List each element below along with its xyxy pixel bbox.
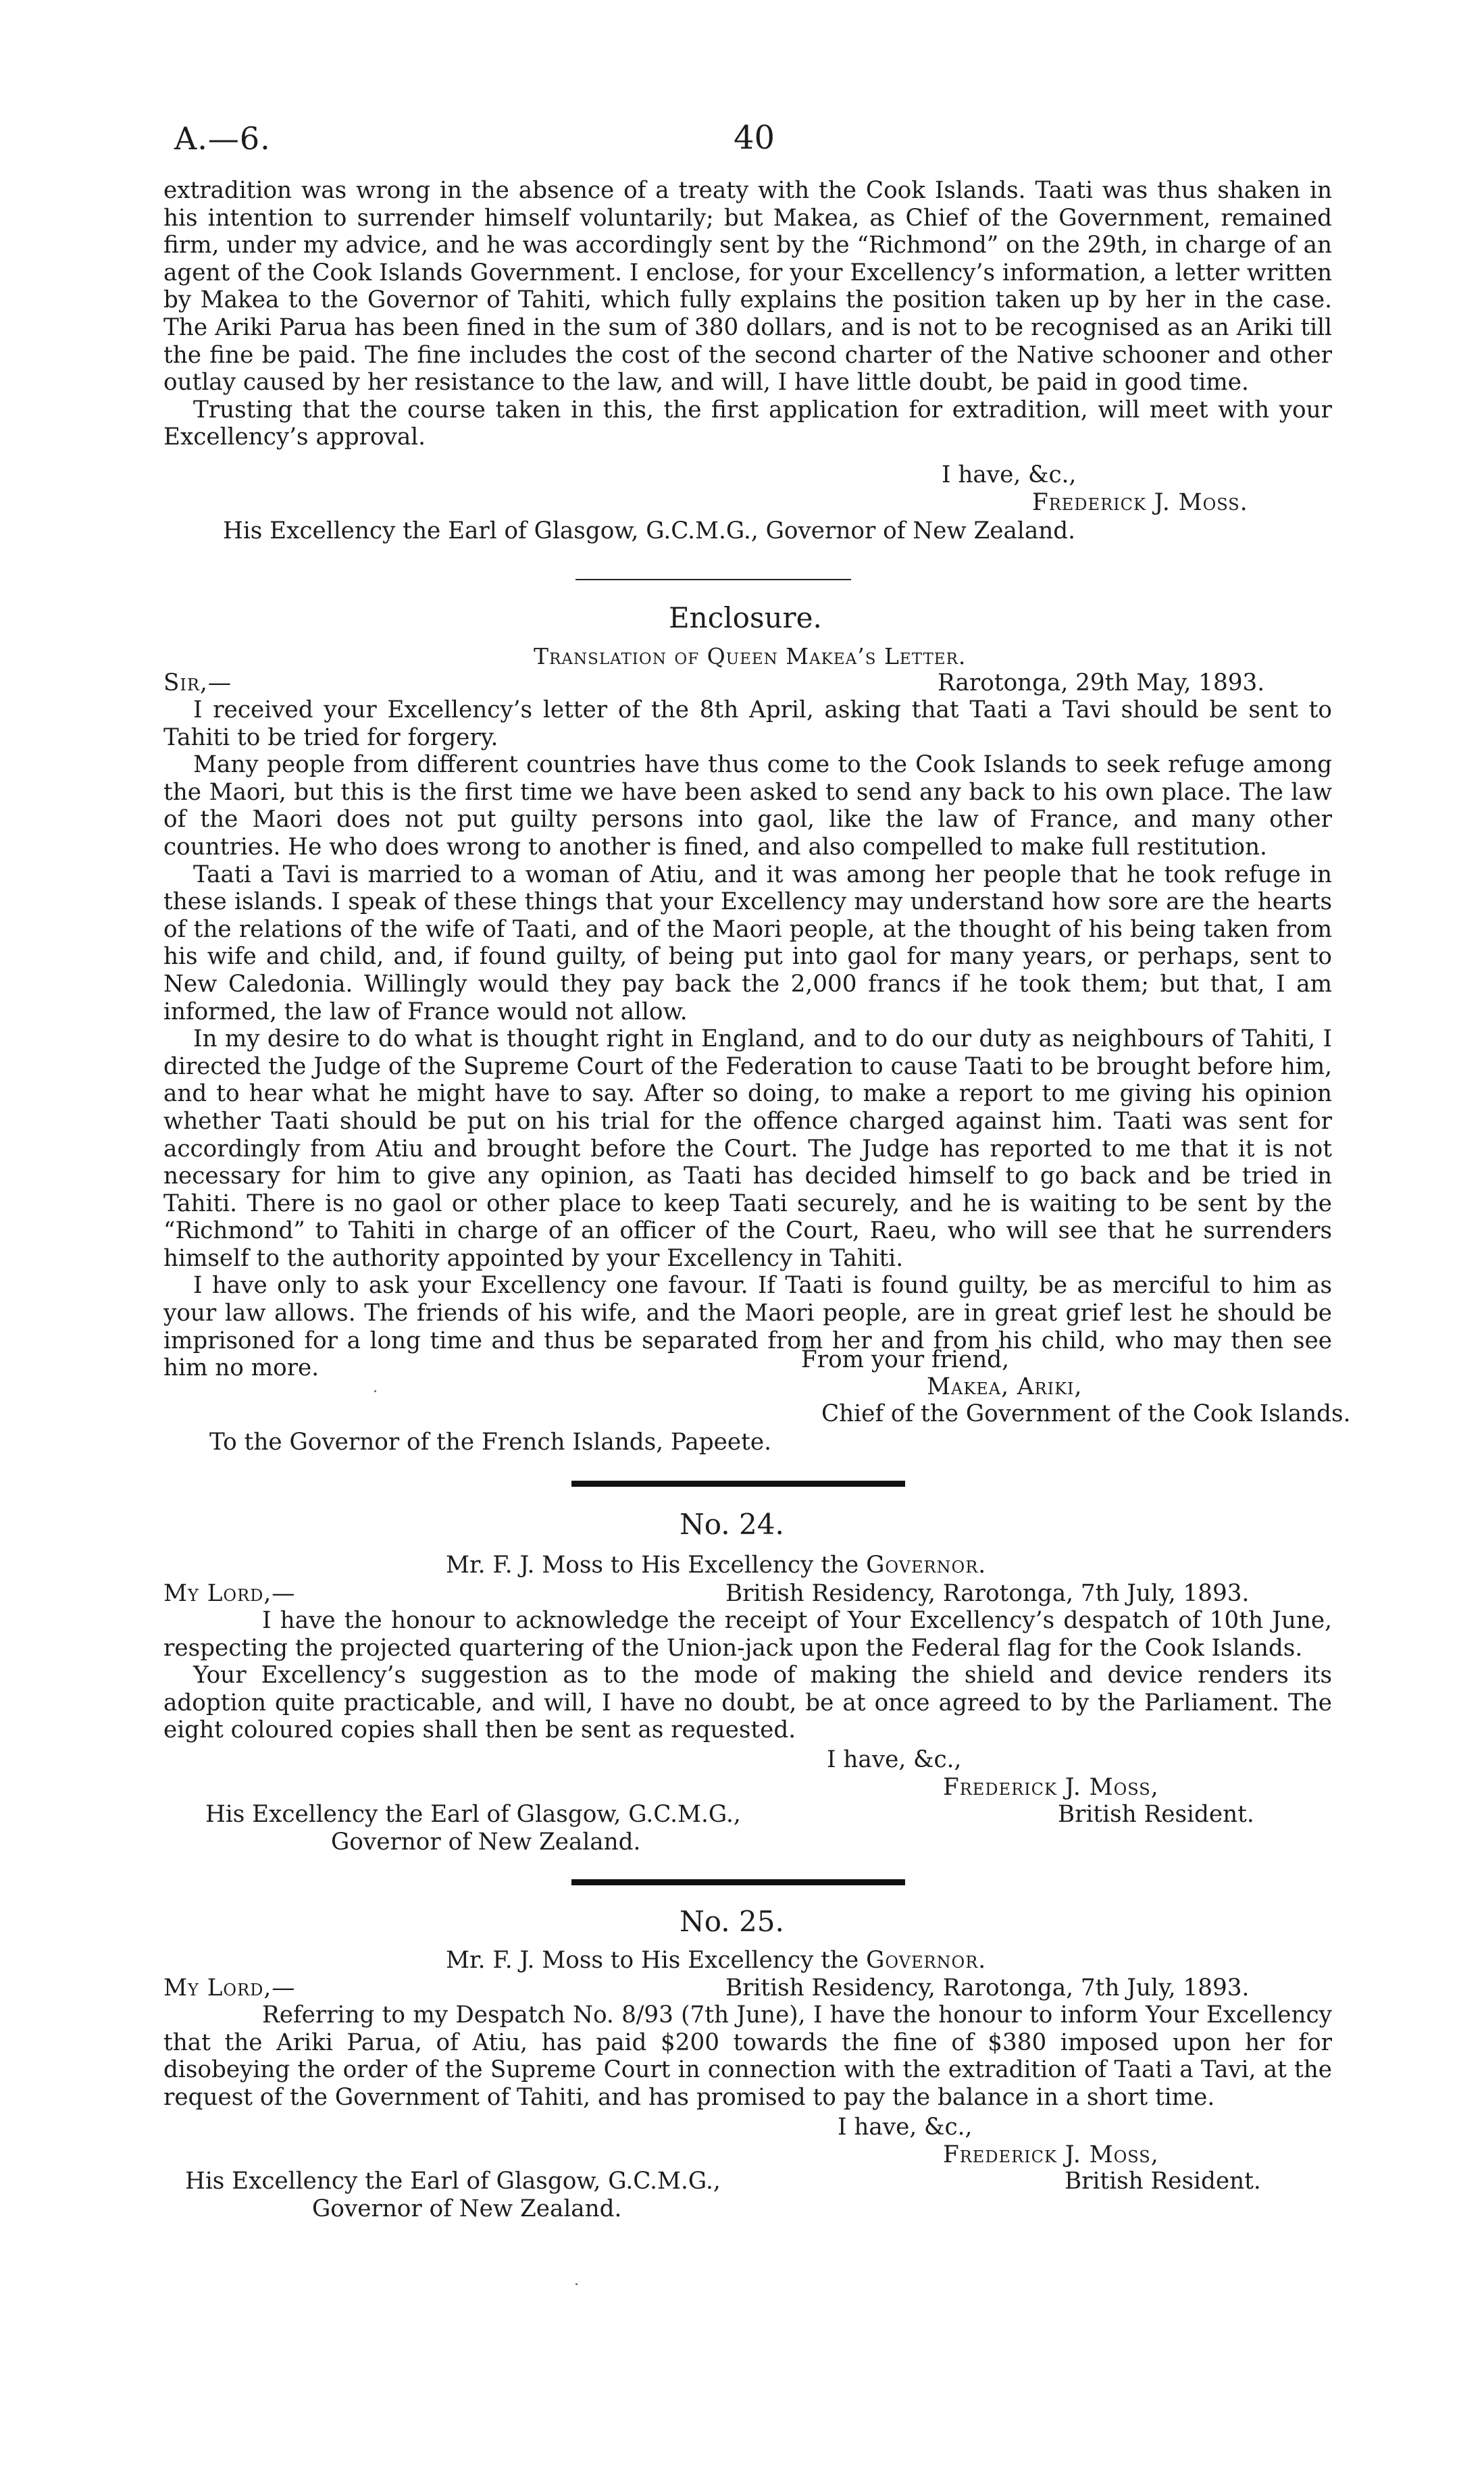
no25-subtitle-text: Mr. F. J. Moss to His Excellency the	[446, 1947, 867, 1974]
no24-paragraph: Your Excellency’s suggestion as to the mode of making the shield and device renders its adoption quite practicable, and will, I have no doubt, be at once agreed to by the Parliament. The eight coloured copies shall then be sent as requested.	[163, 1662, 1332, 1744]
enclosure-paragraph: I have only to ask your Excellency one favour. If Taati is found guilty, be as merciful to him as your law allows. The friends of his wife, and the Maori people, are in great grief lest he should be imprisoned for a long time and thus be separated from her and from his child, who may then see him no more.	[163, 1272, 1332, 1382]
enclosure-subtitle: Translation of Queen Makea’s Letter.	[534, 643, 967, 669]
divider-rule	[575, 579, 851, 580]
no25-subtitle	[446, 1947, 986, 1974]
no25-body	[163, 2002, 1332, 2111]
intro-text	[163, 177, 1332, 451]
no25-paragraph: Referring to my Despatch No. 8/93 (7th June), I have the honour to inform Your Excellency that the Ariki Parua, of Atiu, has paid $200 towards the fine of $380 imposed upon her for disobeying the order of the Supreme Court in connection with the extradition of Taati a Tavi, at the request of the Government of Tahiti, and has promised to pay the balance in a short time.	[163, 2002, 1332, 2111]
enclosure-signature-title: Chief of the Government of the Cook Islands.	[821, 1400, 1351, 1427]
no25-signature-title: British Resident.	[1065, 2168, 1261, 2195]
no24-heading: No. 24.	[680, 1508, 784, 1541]
no25-closing: I have, &c.,	[838, 2114, 973, 2141]
no24-signature: Frederick J. Moss,	[943, 1774, 1159, 1801]
intro-closing: I have, &c.,	[942, 461, 1077, 488]
intro-paragraph-2: Trusting that the course taken in this, the first application for extradition, will meet with your Excellency’s approval.	[163, 396, 1332, 451]
stray-mark	[575, 2283, 578, 2285]
enclosure-place-date: Rarotonga, 29th May, 1893.	[938, 669, 1265, 696]
no25-heading: No. 25.	[680, 1905, 784, 1938]
enclosure-signature: Makea, Ariki,	[927, 1373, 1083, 1400]
enclosure-paragraph: I received your Excellency’s letter of the 8th April, asking that Taati a Tavi should be sent to Tahiti to be tried for forgery.	[163, 696, 1332, 751]
no24-addressee-2: Governor of New Zealand.	[331, 1829, 641, 1856]
enclosure-body	[163, 696, 1332, 1382]
intro-paragraph-1: extradition was wrong in the absence of a treaty with the Cook Islands. Taati was thus shaken in his intention to surrender himself voluntarily; but Makea, as Chief of the Government, remained firm, under my advice, and he was accordingly sent by the “Richmond” on the 29th, in charge of an agent of the Cook Islands Government. I enclose, for your Excellency’s information, a letter written by Makea to the Governor of Tahiti, which fully explains the position taken up by her in the case. The Ariki Parua has been fined in the sum of 380 dollars, and is not to be recognised as an Ariki till the fine be paid. The fine includes the cost of the second charter of the Native schooner and other outlay caused by her resistance to the law, and will, I have little doubt, be paid in good time.	[163, 177, 1332, 397]
page-number: 40	[734, 119, 775, 157]
enclosure-heading: Enclosure.	[669, 601, 822, 634]
section-rule	[571, 1481, 905, 1487]
enclosure-closing: From your friend,	[801, 1346, 1009, 1373]
no25-place-date: British Residency, Rarotonga, 7th July, 1893.	[725, 1974, 1250, 2002]
enclosure-salutation: Sir,—	[163, 669, 232, 696]
intro-addressee: His Excellency the Earl of Glasgow, G.C.M.G., Governor of New Zealand.	[223, 517, 1075, 544]
intro-signature: Frederick J. Moss.	[1032, 489, 1248, 516]
section-rule	[571, 1879, 905, 1885]
enclosure-paragraph: Many people from different countries have thus come to the Cook Islands to seek refuge among the Maori, but this is the first time we have been asked to send any back to his own place. The law of the Maori does not put guilty persons into gaol, like the law of France, and many other countries. He who does wrong to another is fined, and also compelled to make full restitution.	[163, 751, 1332, 861]
no25-signature: Frederick J. Moss,	[943, 2141, 1159, 2168]
no24-signature-title: British Resident.	[1058, 1801, 1254, 1828]
enclosure-addressee: To the Governor of the French Islands, Papeete.	[209, 1429, 771, 1456]
no24-paragraph: I have the honour to acknowledge the receipt of Your Excellency’s despatch of 10th June, respecting the projected quartering of the Union-jack upon the Federal flag for the Cook Islands.	[163, 1607, 1332, 1662]
enclosure-paragraph: In my desire to do what is thought right in England, and to do our duty as neighbours of Tahiti, I directed the Judge of the Supreme Court of the Federation to cause Taati to be brought before him, and to hear what he might have to say. After so doing, to make a report to me giving his opinion whether Taati should be put on his trial for the offence charged against him. Taati was sent for accordingly from Atiu and brought before the Court. The Judge has reported to me that it is not necessary for him to give any opinion, as Taati has decided himself to go back and be tried in Tahiti. There is no gaol or other place to keep Taati securely, and he is waiting to be sent by the “Richmond” to Tahiti in charge of an officer of the Court, Raeu, who will see that he surrenders himself to the authority appointed by your Excellency in Tahiti.	[163, 1025, 1332, 1272]
no25-addressee-1: His Excellency the Earl of Glasgow, G.C.M.G.,	[185, 2168, 721, 2195]
no24-subtitle	[446, 1552, 986, 1579]
enclosure-paragraph: Taati a Tavi is married to a woman of Atiu, and it was among her people that he took refuge in these islands. I speak of these things that your Excellency may understand how sore are the hearts of the relations of the wife of Taati, and of the Maori people, at the thought of his being taken from his wife and child, and, if found guilty, of being put into gaol for many years, or perhaps, sent to New Caledonia. Willingly would they pay back the 2,000 francs if he took them; but that, I am informed, the law of France would not allow.	[163, 861, 1332, 1025]
series-label: A.—6.	[174, 120, 271, 157]
stray-mark	[374, 1390, 376, 1392]
no25-subtitle-governor: Governor.	[866, 1947, 987, 1974]
no24-addressee-1: His Excellency the Earl of Glasgow, G.C.M.G.,	[205, 1801, 741, 1828]
no24-body	[163, 1607, 1332, 1744]
no24-closing: I have, &c.,	[827, 1746, 962, 1773]
no25-salutation: My Lord,—	[163, 1974, 296, 2002]
no24-place-date: British Residency, Rarotonga, 7th July, 1893.	[725, 1580, 1250, 1607]
no25-addressee-2: Governor of New Zealand.	[312, 2195, 622, 2222]
no24-subtitle-text: Mr. F. J. Moss to His Excellency the	[446, 1552, 867, 1579]
no24-subtitle-governor: Governor.	[866, 1552, 987, 1579]
no24-salutation: My Lord,—	[163, 1580, 296, 1607]
